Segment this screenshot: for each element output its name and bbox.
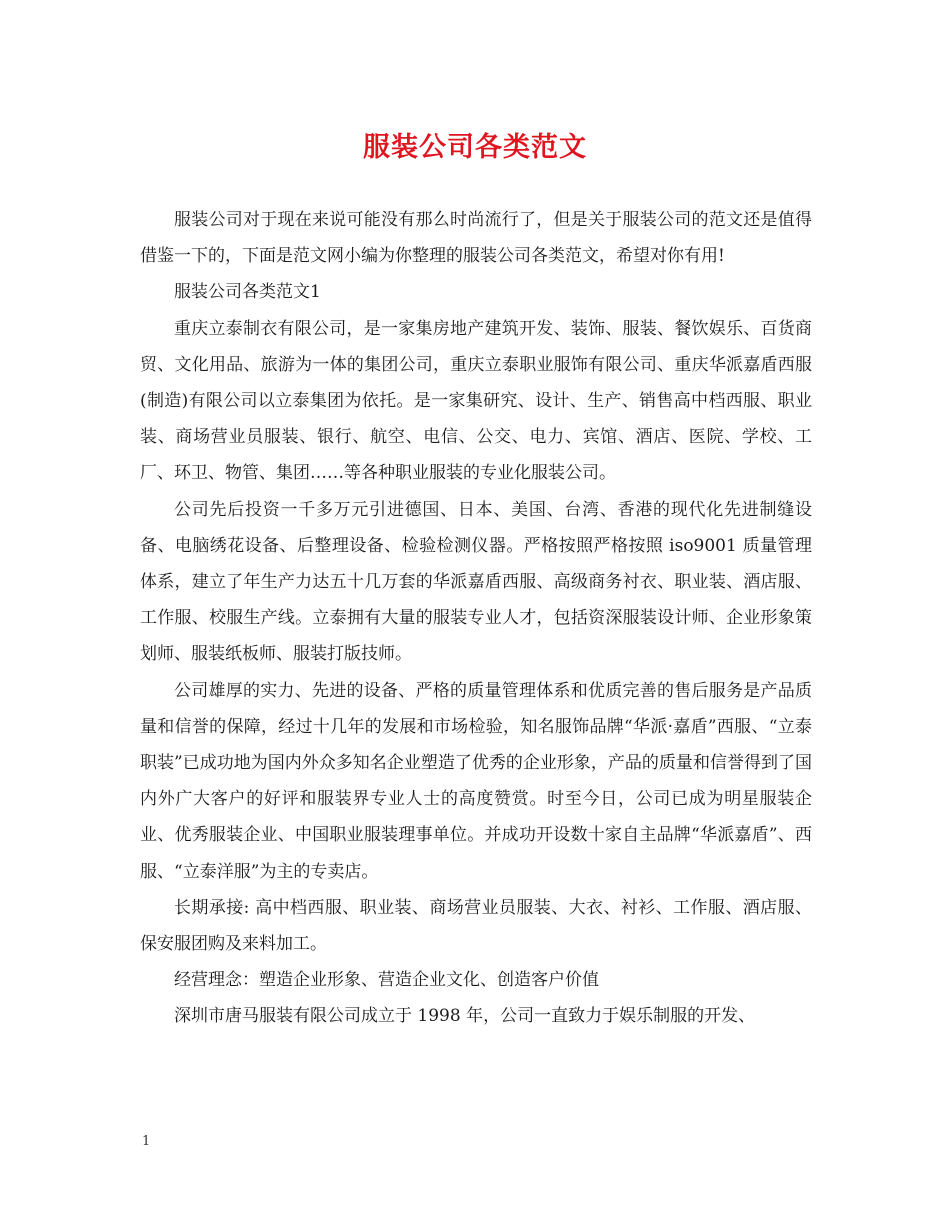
body-paragraph: 公司雄厚的实力、先进的设备、严格的质量管理体系和优质完善的售后服务是产品质量和信誉的保障，经过十几年的发展和市场检验，知名服饰品牌“华派·嘉盾”西服、“立泰职装”已成功地为国内外众多知名企业塑造了优秀的企业形象，产品的质量和信誉得到了国内外广大客户的好评和服装界专业人士的高度赞赏。时至今日，公司已成为明星服装企业、优秀服装企业、中国职业服装理事单位。并成功开设数十家自主品牌“华派嘉盾”、西服、“立泰洋服”为主的专卖店。 [140,680,812,882]
body-paragraph: 深圳市唐马服装有限公司成立于 1998 年，公司一直致力于娱乐制服的开发、 [174,1006,756,1027]
body-paragraph: 公司先后投资一千多万元引进德国、日本、美国、台湾、香港的现代化先进制缝设备、电脑绣花设备、后整理设备、检验检测仪器。严格按照严格按照 iso9001 质量管理体系，建立了年生产力达五十几万套的华派嘉盾西服、高级商务衬衣、职业装、酒店服、工作服、校服生产线。立泰拥有大量的服装专业人才，包括资深服装设计师、企业形象策划师、服装纸板师、服装打版技师。 [140,499,812,665]
body-paragraph: 经营理念：塑造企业形象、营造企业文化、创造客户价值 [174,970,599,991]
document-body [140,202,812,1035]
page-number: 1 [142,1134,151,1149]
body-paragraph: 长期承接: 高中档西服、职业装、商场营业员服装、大衣、衬衫、工作服、酒店服、保安服团购及来料加工。 [140,897,812,955]
section-heading: 服装公司各类范文1 [174,282,321,303]
body-paragraph: 重庆立泰制衣有限公司，是一家集房地产建筑开发、装饰、服装、餐饮娱乐、百货商贸、文化用品、旅游为一体的集团公司，重庆立泰职业服饰有限公司、重庆华派嘉盾西服(制造)有限公司以立泰集团为依托。是一家集研究、设计、生产、销售高中档西服、职业装、商场营业员服装、银行、航空、电信、公交、电力、宾馆、酒店、医院、学校、工厂、环卫、物管、集团……等各种职业服装的专业化服装公司。 [140,318,812,484]
intro-paragraph: 服装公司对于现在来说可能没有那么时尚流行了，但是关于服装公司的范文还是值得借鉴一下的，下面是范文网小编为你整理的服装公司各类范文，希望对你有用! [140,210,812,267]
document-title: 服装公司各类范文 [363,132,587,163]
